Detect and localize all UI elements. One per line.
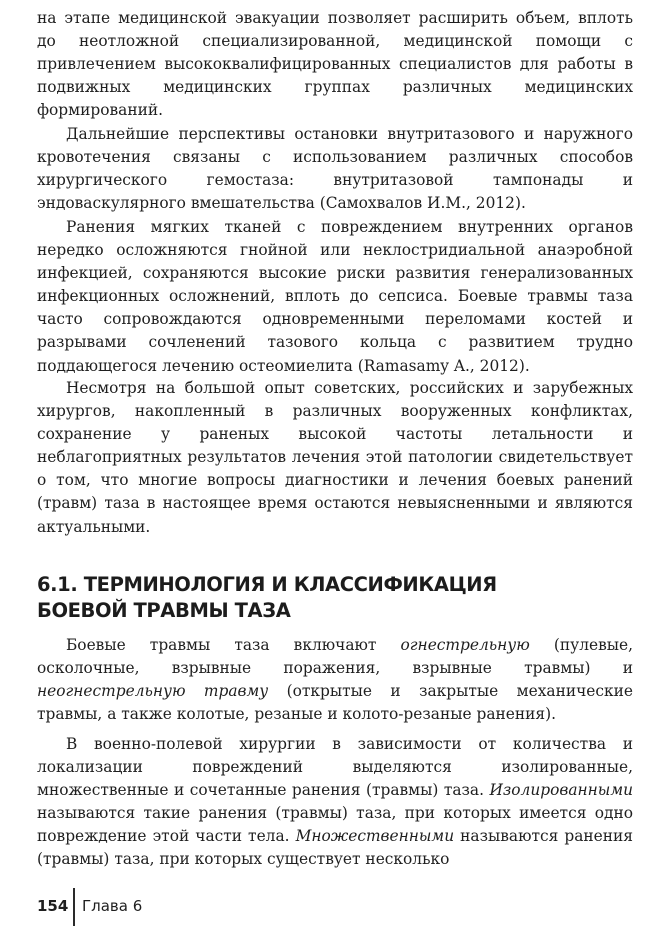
section-heading-line2: БОЕВОЙ ТРАВМЫ ТАЗА: [37, 599, 291, 622]
section-heading: [37, 572, 633, 624]
text-segment: называются ранения (травмы) таза, при которых существует несколько: [37, 827, 633, 869]
page-footer: [37, 886, 337, 928]
paragraph-trauma-types: [37, 634, 633, 726]
text-segment: (открытые и закрытые механические травмы, а также колотые, резаные и колото-резаные ранения).: [37, 682, 633, 724]
text-segment: (пулевые, осколочные, взрывные поражения, взрывные травмы) и: [37, 636, 633, 678]
text-segment: называются такие ранения (травмы) таза, при которых имеется одно повреждение этой части тела.: [37, 804, 633, 846]
italic-term-non-gunshot: неогнестрельную травму: [37, 682, 269, 701]
paragraph-soft-tissue-wounds: Ранения мягких тканей с повреждением внутренних органов нередко осложняются гнойной или неклостридиальной анаэробной инфекцией, сохраняются высокие риски развития генерализованных инфекционных осложнений, вплоть до сепсиса. Боевые травмы таза часто сопровождаются одновременными переломами костей и разрывами сочленений тазового кольца с развитием трудно поддающегося лечению остеомиелита (Ramasamy A., 2012).: [37, 218, 633, 375]
text-segment: Боевые травмы таза включают: [66, 636, 401, 654]
italic-term-isolated: Изолированными: [489, 781, 633, 800]
page-number: 154: [37, 897, 69, 915]
paragraph-classification: [37, 733, 633, 872]
paragraph-bleeding-prospects: Дальнейшие перспективы остановки внутритазового и наружного кровотечения связаны с использованием различных способов хирургического гемостаза: внутритазовой тампонады и эндоваскулярного вмешательства (Самохвалов И.М., 2012).: [37, 125, 633, 213]
book-page: [37, 0, 633, 930]
text-segment: В военно-полевой хирургии в зависимости от количества и локализации повреждений выделяются изолированные, множественные и сочетанные ранения (травмы) таза.: [37, 735, 633, 800]
italic-term-multiple: Множественными: [295, 827, 455, 846]
paragraph-continued: на этапе медицинской эвакуации позволяет расширить объем, вплоть до неотложной специализированной, медицинской помощи с привлечением высококвалифицированных специалистов для работы в подвижных медицинских группах различных медицинских формирований.: [37, 9, 633, 120]
italic-term-gunshot: огнестрельную: [400, 636, 530, 654]
footer-divider: [73, 888, 75, 926]
chapter-label: Глава 6: [82, 897, 143, 915]
paragraph-experience: Несмотря на большой опыт советских, российских и зарубежных хирургов, накопленный в различных вооруженных конфликтах, сохранение у раненых высокой частоты летальности и неблагоприятных результатов лечения этой патологии свидетельствует о том, что многие вопросы диагностики и лечения боевых ранений (травм) таза в настоящее время остаются невыясненными и являются актуальными.: [37, 379, 633, 536]
section-heading-line1: 6.1. ТЕРМИНОЛОГИЯ И КЛАССИФИКАЦИЯ: [37, 573, 497, 596]
